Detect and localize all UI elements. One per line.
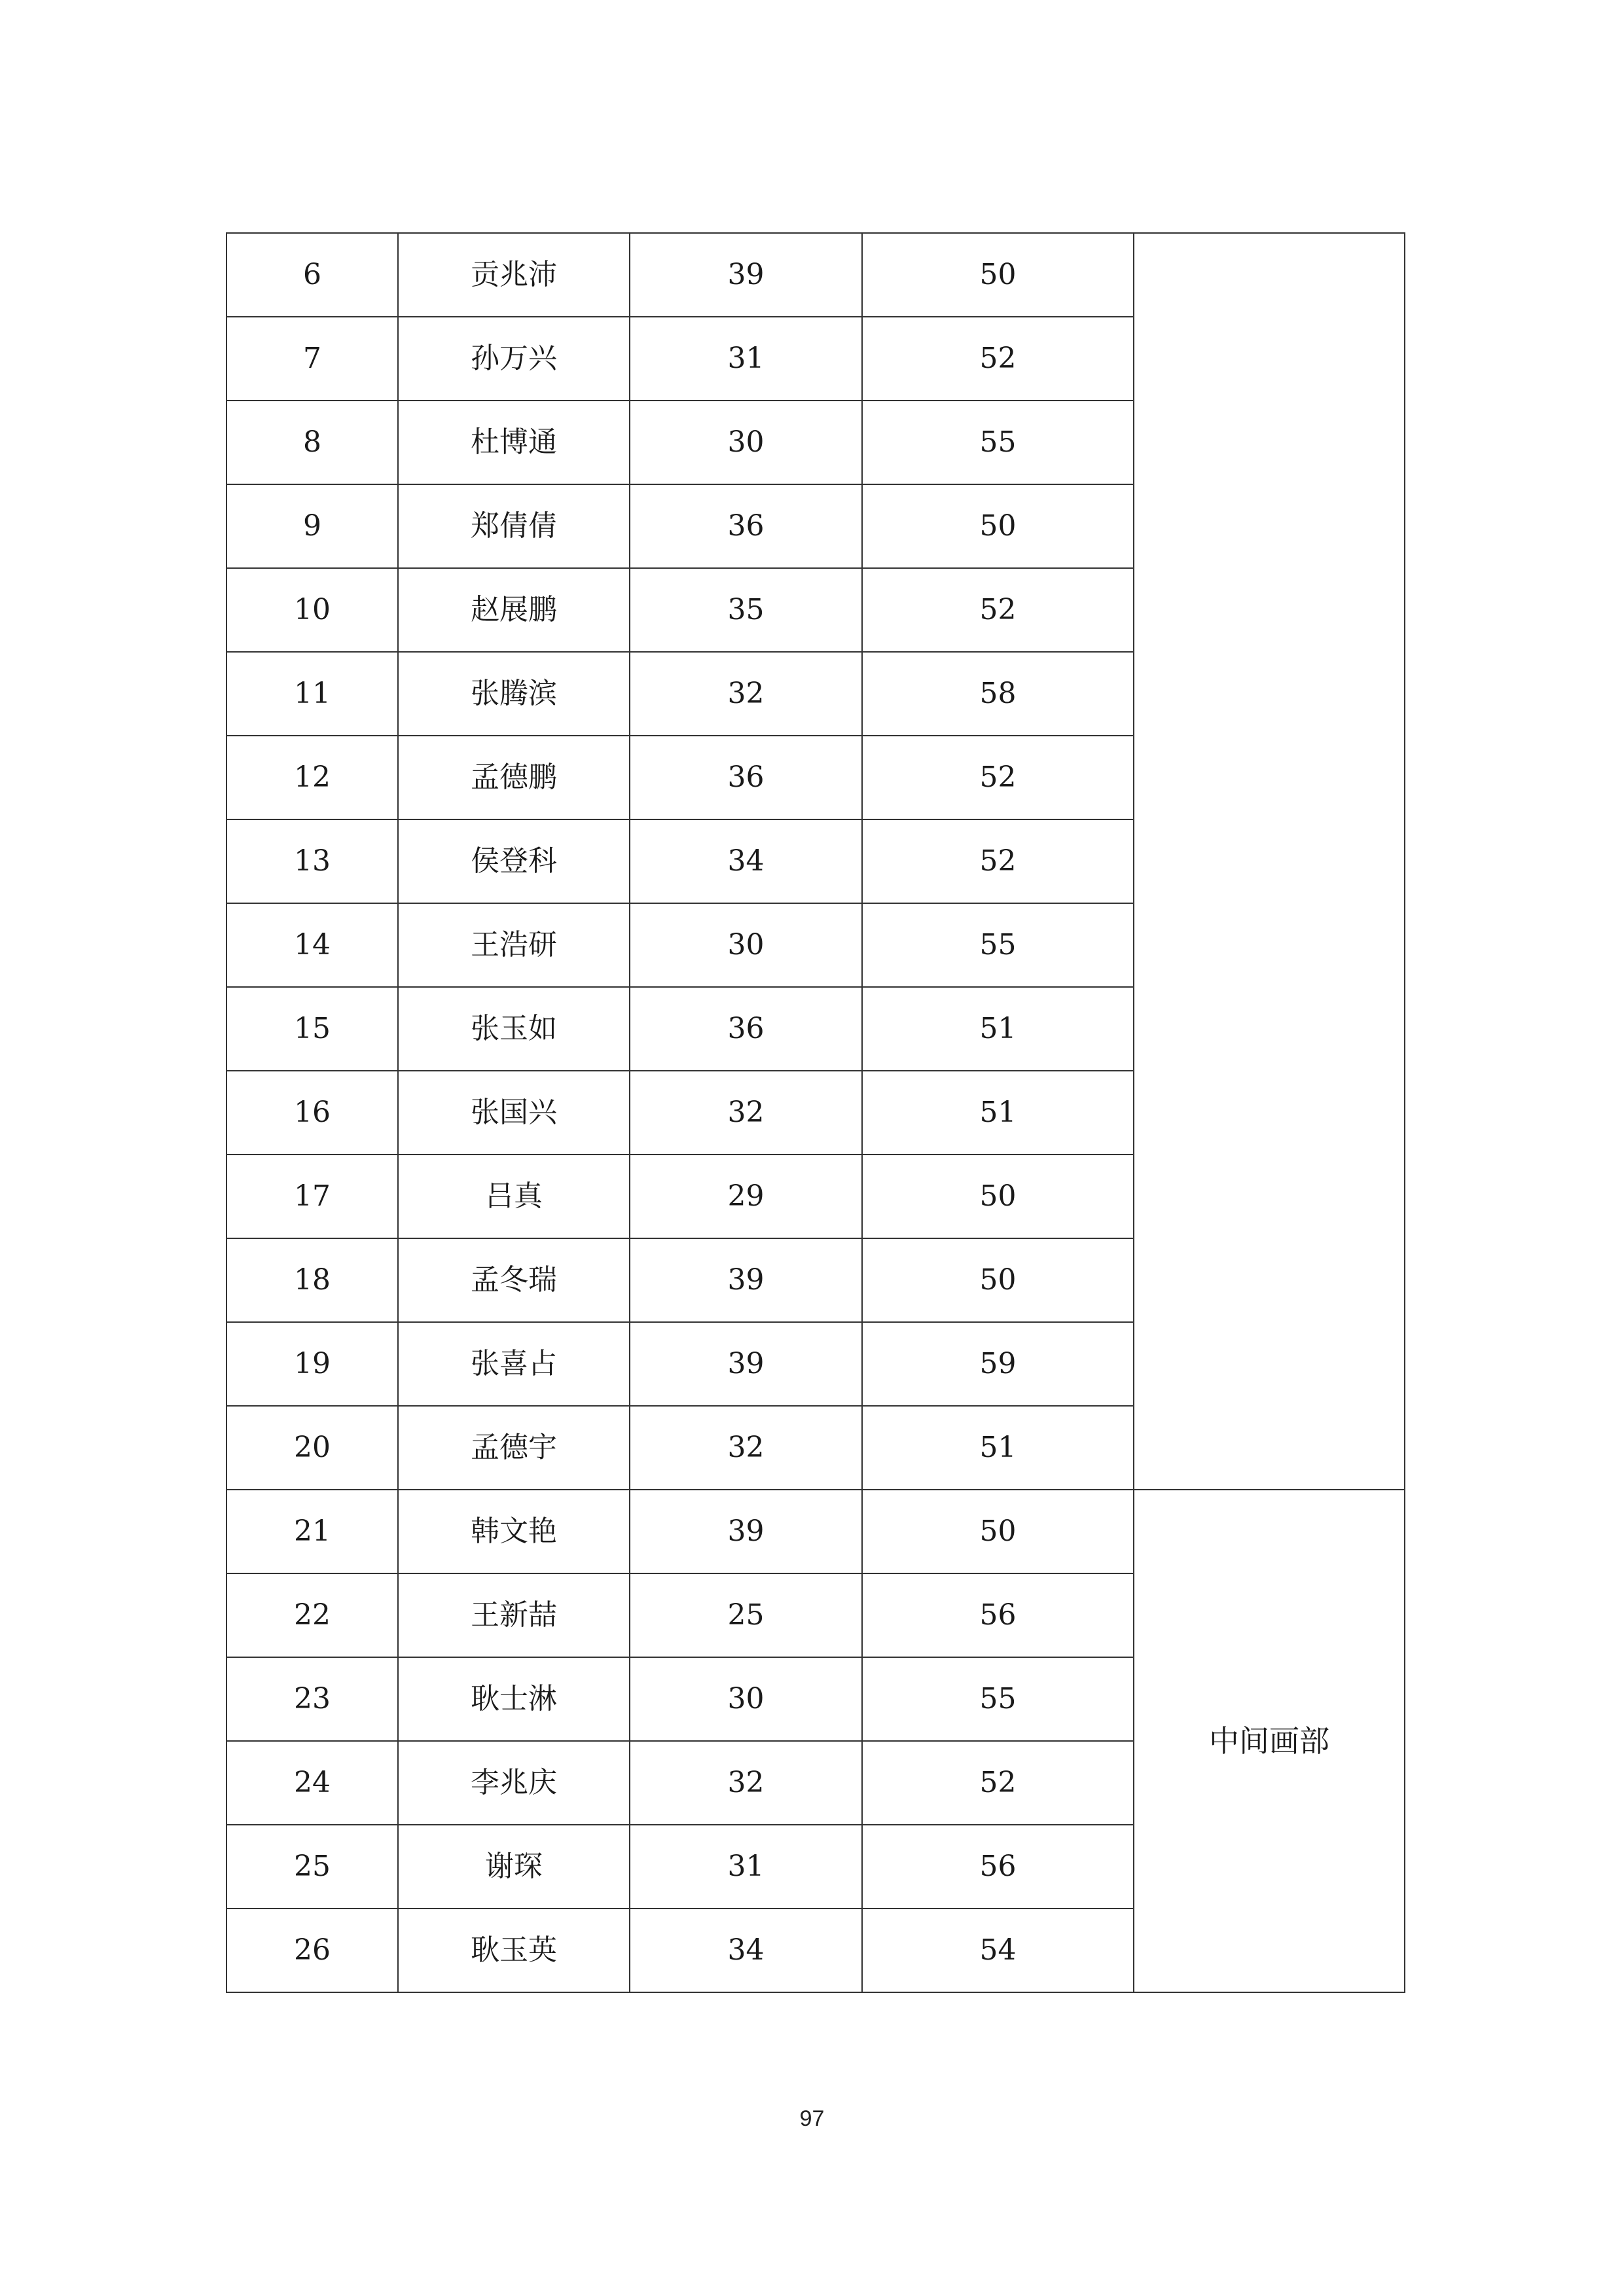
name-cell: 郑倩倩 xyxy=(398,484,630,568)
value-b-cell: 50 xyxy=(862,484,1134,568)
row-number-cell: 12 xyxy=(226,736,398,819)
value-a-cell: 31 xyxy=(630,317,862,401)
value-b-cell: 51 xyxy=(862,987,1134,1071)
value-a-cell: 29 xyxy=(630,1155,862,1238)
name-cell: 王新喆 xyxy=(398,1573,630,1657)
value-b-cell: 59 xyxy=(862,1322,1134,1406)
value-b-cell: 50 xyxy=(862,1490,1134,1573)
name-cell: 孟冬瑞 xyxy=(398,1238,630,1322)
row-number-cell: 14 xyxy=(226,903,398,987)
value-b-cell: 51 xyxy=(862,1071,1134,1155)
value-a-cell: 34 xyxy=(630,1909,862,1992)
value-a-cell: 35 xyxy=(630,568,862,652)
value-b-cell: 52 xyxy=(862,819,1134,903)
value-b-cell: 58 xyxy=(862,652,1134,736)
name-cell: 张腾滨 xyxy=(398,652,630,736)
row-number-cell: 9 xyxy=(226,484,398,568)
row-number-cell: 23 xyxy=(226,1657,398,1741)
value-b-cell: 56 xyxy=(862,1825,1134,1909)
name-cell: 耿士淋 xyxy=(398,1657,630,1741)
row-number-cell: 7 xyxy=(226,317,398,401)
value-a-cell: 30 xyxy=(630,903,862,987)
value-a-cell: 30 xyxy=(630,1657,862,1741)
row-number-cell: 21 xyxy=(226,1490,398,1573)
value-b-cell: 54 xyxy=(862,1909,1134,1992)
value-b-cell: 55 xyxy=(862,903,1134,987)
value-b-cell: 55 xyxy=(862,401,1134,484)
name-cell: 谢琛 xyxy=(398,1825,630,1909)
name-cell: 耿玉英 xyxy=(398,1909,630,1992)
value-a-cell: 34 xyxy=(630,819,862,903)
row-number-cell: 19 xyxy=(226,1322,398,1406)
row-number-cell: 26 xyxy=(226,1909,398,1992)
row-number-cell: 16 xyxy=(226,1071,398,1155)
row-number-cell: 6 xyxy=(226,233,398,317)
value-a-cell: 31 xyxy=(630,1825,862,1909)
value-a-cell: 39 xyxy=(630,1322,862,1406)
name-cell: 孟德鹏 xyxy=(398,736,630,819)
name-cell: 李兆庆 xyxy=(398,1741,630,1825)
row-number-cell: 20 xyxy=(226,1406,398,1490)
row-number-cell: 24 xyxy=(226,1741,398,1825)
value-a-cell: 36 xyxy=(630,484,862,568)
value-b-cell: 56 xyxy=(862,1573,1134,1657)
value-a-cell: 32 xyxy=(630,652,862,736)
value-a-cell: 36 xyxy=(630,736,862,819)
name-cell: 张喜占 xyxy=(398,1322,630,1406)
row-number-cell: 25 xyxy=(226,1825,398,1909)
table-row xyxy=(226,233,1405,317)
name-cell: 张国兴 xyxy=(398,1071,630,1155)
name-cell: 贡兆沛 xyxy=(398,233,630,317)
row-number-cell: 8 xyxy=(226,401,398,484)
name-cell: 孙万兴 xyxy=(398,317,630,401)
row-number-cell: 11 xyxy=(226,652,398,736)
name-cell: 杜博通 xyxy=(398,401,630,484)
name-cell: 孟德宇 xyxy=(398,1406,630,1490)
group-cell xyxy=(1134,233,1405,1490)
page-number: 97 xyxy=(799,2106,825,2131)
name-cell: 韩文艳 xyxy=(398,1490,630,1573)
value-a-cell: 39 xyxy=(630,233,862,317)
row-number-cell: 22 xyxy=(226,1573,398,1657)
value-a-cell: 32 xyxy=(630,1071,862,1155)
value-a-cell: 39 xyxy=(630,1490,862,1573)
value-b-cell: 50 xyxy=(862,1238,1134,1322)
row-number-cell: 15 xyxy=(226,987,398,1071)
value-b-cell: 52 xyxy=(862,1741,1134,1825)
name-cell: 王浩研 xyxy=(398,903,630,987)
name-cell: 吕真 xyxy=(398,1155,630,1238)
name-cell: 张玉如 xyxy=(398,987,630,1071)
table-row xyxy=(226,1490,1405,1573)
value-b-cell: 50 xyxy=(862,1155,1134,1238)
value-b-cell: 52 xyxy=(862,568,1134,652)
group-cell: 中间画部 xyxy=(1134,1490,1405,1992)
value-b-cell: 51 xyxy=(862,1406,1134,1490)
name-cell: 侯登科 xyxy=(398,819,630,903)
value-b-cell: 52 xyxy=(862,317,1134,401)
value-a-cell: 30 xyxy=(630,401,862,484)
value-b-cell: 55 xyxy=(862,1657,1134,1741)
row-number-cell: 10 xyxy=(226,568,398,652)
value-b-cell: 52 xyxy=(862,736,1134,819)
value-a-cell: 32 xyxy=(630,1741,862,1825)
name-cell: 赵展鹏 xyxy=(398,568,630,652)
roster-table xyxy=(226,232,1405,1993)
value-a-cell: 25 xyxy=(630,1573,862,1657)
row-number-cell: 18 xyxy=(226,1238,398,1322)
row-number-cell: 13 xyxy=(226,819,398,903)
value-b-cell: 50 xyxy=(862,233,1134,317)
value-a-cell: 32 xyxy=(630,1406,862,1490)
value-a-cell: 36 xyxy=(630,987,862,1071)
row-number-cell: 17 xyxy=(226,1155,398,1238)
value-a-cell: 39 xyxy=(630,1238,862,1322)
